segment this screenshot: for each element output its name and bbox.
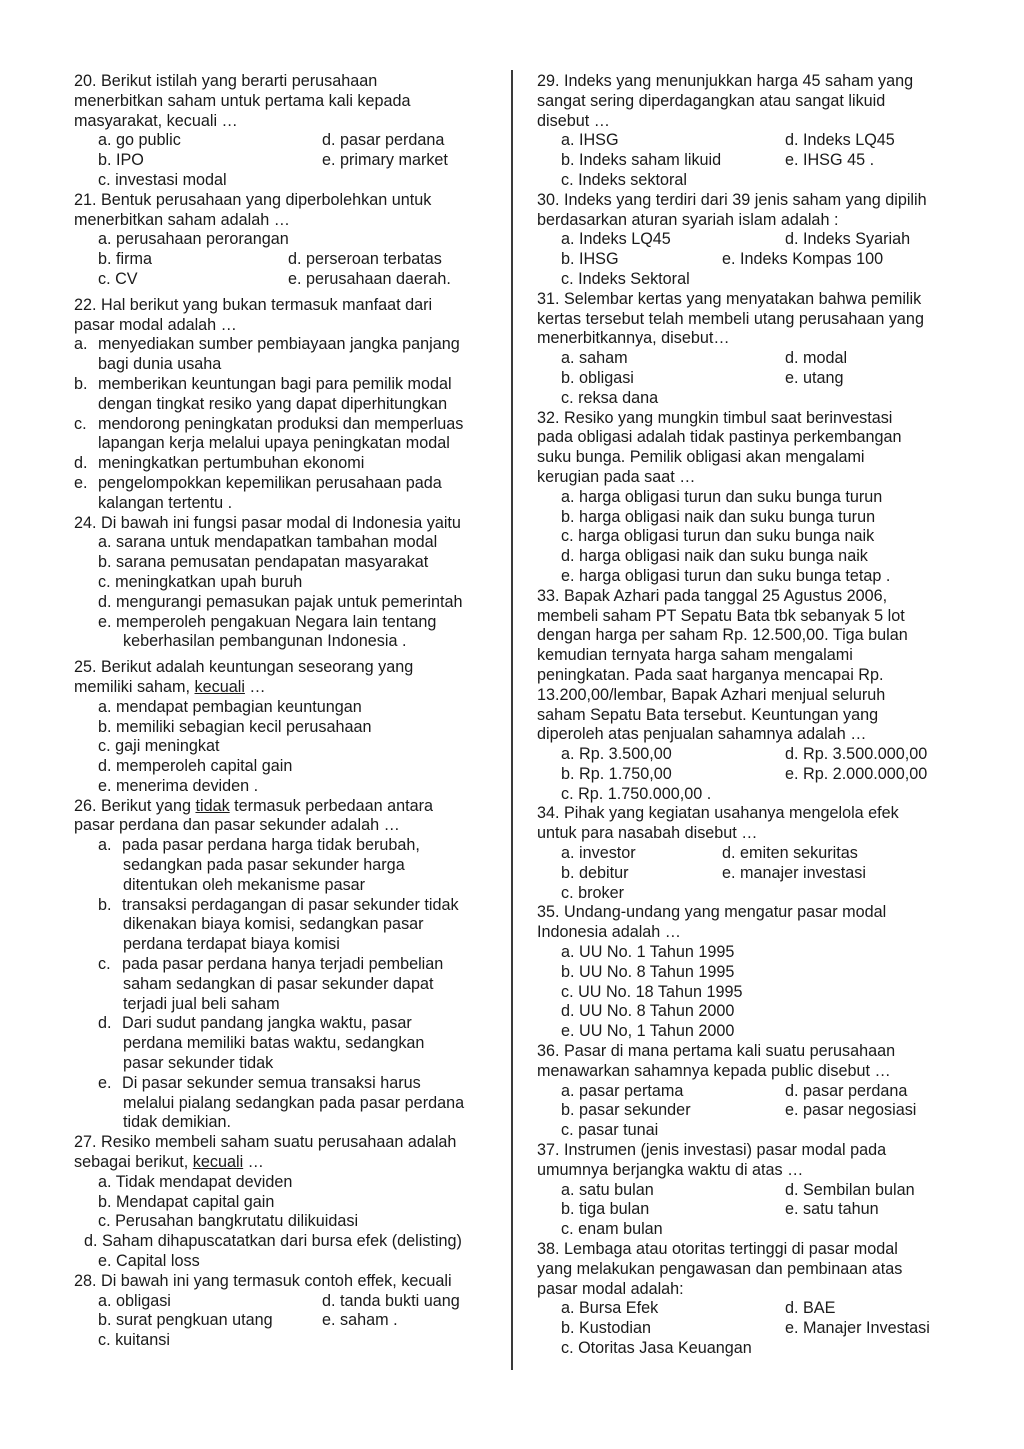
- question-text: sebagai berikut,: [74, 1153, 193, 1172]
- option-a: a. satu bulan: [561, 1180, 654, 1199]
- option-a: a. saham: [561, 349, 628, 368]
- question-26: [74, 797, 492, 1134]
- option-a-cont: sedangkan pada pasar sekunder harga: [123, 856, 405, 875]
- option-b: b. IHSG: [561, 250, 619, 269]
- option-c-cont: lapangan kerja melalui upaya peningkatan modal: [98, 434, 450, 453]
- option-d: d. Indeks LQ45: [785, 131, 895, 150]
- option-d: d. Indeks Syariah: [785, 230, 911, 249]
- question-30: [537, 191, 955, 290]
- question-text: berdasarkan aturan syariah islam adalah :: [537, 210, 839, 229]
- question-34: [537, 804, 955, 903]
- option-e: e. IHSG 45 .: [785, 151, 875, 170]
- option-e: e. primary market: [322, 151, 448, 170]
- option-e: e. utang: [785, 368, 844, 387]
- option-c: mendorong peningkatan produksi dan memperluas: [98, 414, 464, 433]
- question-text: 22. Hal berikut yang bukan termasuk manfaat dari: [74, 295, 433, 314]
- option-d: d. emiten sekuritas: [722, 844, 858, 863]
- question-text: 30. Indeks yang terdiri dari 39 jenis saham yang dipilih: [537, 190, 927, 209]
- option-b: b. surat pengkuan utang: [98, 1311, 273, 1330]
- option-c: c. Indeks Sektoral: [561, 269, 690, 288]
- option-a: a. Bursa Efek: [561, 1299, 659, 1318]
- option-a: a. Rp. 3.500,00: [561, 745, 672, 764]
- option-b: b. Mendapat capital gain: [98, 1192, 275, 1211]
- option-d: d. harga obligasi naik dan suku bunga naik: [561, 547, 868, 566]
- option-a: a. perusahaan perorangan: [98, 230, 289, 249]
- option-b: b. debitur: [561, 863, 629, 882]
- question-text: menerbitkannya, disebut…: [537, 329, 730, 348]
- question-35: [537, 903, 955, 1042]
- option-e: e. Manajer Investasi: [785, 1319, 930, 1338]
- question-text: menerbitkan saham untuk pertama kali kepada: [74, 91, 411, 110]
- question-32: [537, 409, 955, 587]
- question-text: pada obligasi adalah tidak pastinya perkembangan: [537, 428, 902, 447]
- question-text: 36. Pasar di mana pertama kali suatu perusahaan: [537, 1042, 896, 1061]
- option-a: a. Tidak mendapat deviden: [98, 1172, 293, 1191]
- option-e: e. harga obligasi turun dan suku bunga tetap .: [561, 566, 891, 585]
- question-text: peningkatan. Pada saat harganya mencapai Rp.: [537, 665, 884, 684]
- option-b: b. pasar sekunder: [561, 1101, 691, 1120]
- option-b: b. obligasi: [561, 368, 634, 387]
- question-text: 34. Pihak yang kegiatan usahanya mengelola efek: [537, 804, 899, 823]
- option-c: c. broker: [561, 883, 624, 902]
- question-text: 37. Instrumen (jenis investasi) pasar modal pada: [537, 1141, 887, 1160]
- option-d: d. tanda bukti uang: [322, 1291, 460, 1310]
- option-a-cont: bagi dunia usaha: [98, 355, 222, 374]
- left-column: [74, 72, 492, 1351]
- option-label: e.: [98, 1073, 112, 1092]
- option-e: e. memperoleh pengakuan Negara lain tentang: [98, 612, 437, 631]
- question-text: memiliki saham,: [74, 677, 195, 696]
- question-28: [74, 1272, 492, 1351]
- option-c: c. Rp. 1.750.000,00 .: [561, 784, 712, 803]
- option-c-cont: saham sedangkan di pasar sekunder dapat: [123, 974, 434, 993]
- question-text: pasar perdana dan pasar sekunder adalah …: [74, 816, 400, 835]
- question-text: 28. Di bawah ini yang termasuk contoh effek, kecuali: [74, 1271, 452, 1290]
- option-c: c. kuitansi: [98, 1331, 170, 1350]
- option-b-cont: dikenakan biaya komisi, sedangkan pasar: [123, 915, 424, 934]
- column-divider: [511, 70, 513, 1370]
- option-a: a. harga obligasi turun dan suku bunga turun: [561, 487, 883, 506]
- option-label: d.: [74, 454, 88, 473]
- question-text: 33. Bapak Azhari pada tanggal 25 Agustus 2006,: [537, 586, 888, 605]
- option-e-cont: keberhasilan pembangunan Indonesia .: [123, 632, 407, 651]
- option-d: meningkatkan pertumbuhan ekonomi: [98, 454, 365, 473]
- option-c: pada pasar perdana hanya terjadi pembelian: [122, 955, 444, 974]
- option-c: c. investasi modal: [98, 170, 227, 189]
- question-text: 20. Berikut istilah yang berarti perusahaan: [74, 72, 378, 90]
- option-label: b.: [98, 895, 112, 914]
- question-text: kerugian pada saat …: [537, 467, 696, 486]
- question-text: 26. Berikut yang: [74, 796, 196, 815]
- option-e: e. perusahaan daerah.: [288, 269, 451, 288]
- question-text: …: [243, 1153, 264, 1172]
- option-d: d. BAE: [785, 1299, 836, 1318]
- question-text: 35. Undang-undang yang mengatur pasar modal: [537, 903, 887, 922]
- question-31: [537, 290, 955, 409]
- option-e: e. Indeks Kompas 100: [722, 250, 884, 269]
- option-e: e. manajer investasi: [722, 863, 866, 882]
- option-c-cont: terjadi jual beli saham: [123, 994, 280, 1013]
- question-text: pasar modal adalah:: [537, 1279, 684, 1298]
- question-text: 25. Berikut adalah keuntungan seseorang yang: [74, 658, 414, 677]
- question-37: [537, 1141, 955, 1240]
- option-c: c. meningkatkan upah buruh: [98, 572, 303, 591]
- option-b-cont: perdana terdapat biaya komisi: [123, 935, 340, 954]
- option-c: c. gaji meningkat: [98, 737, 220, 756]
- question-text: menawarkan sahamnya kepada public disebut …: [537, 1061, 891, 1080]
- option-d-cont: perdana memiliki batas waktu, sedangkan: [123, 1034, 425, 1053]
- question-text: diperoleh atas penjualan sahamnya adalah …: [537, 725, 867, 744]
- option-d: Dari sudut pandang jangka waktu, pasar: [122, 1014, 412, 1033]
- option-a: a. mendapat pembagian keuntungan: [98, 697, 362, 716]
- question-text: menerbitkan saham adalah …: [74, 210, 290, 229]
- question-text: 29. Indeks yang menunjukkan harga 45 saham yang: [537, 72, 914, 90]
- option-b: b. Indeks saham likuid: [561, 151, 722, 170]
- question-29: [537, 72, 955, 191]
- option-a: a. Indeks LQ45: [561, 230, 671, 249]
- option-d: d. Sembilan bulan: [785, 1180, 915, 1199]
- option-e: e. UU No, 1 Tahun 2000: [561, 1022, 735, 1041]
- option-e: e. Capital loss: [98, 1252, 200, 1271]
- question-text: dengan harga per saham Rp. 12.500,00. Tiga bulan: [537, 626, 908, 645]
- question-36: [537, 1042, 955, 1141]
- option-e: pengelompokkan kepemilikan perusahaan pada: [98, 473, 442, 492]
- option-label: a.: [98, 836, 112, 855]
- question-25: [74, 658, 492, 797]
- option-c: c. CV: [98, 269, 138, 288]
- question-text: 32. Resiko yang mungkin timbul saat berinvestasi: [537, 408, 893, 427]
- question-text: disebut …: [537, 111, 610, 130]
- option-a: a. obligasi: [98, 1291, 171, 1310]
- option-c: c. Indeks sektoral: [561, 170, 687, 189]
- option-b: b. Kustodian: [561, 1319, 651, 1338]
- option-a-cont: ditentukan oleh mekanisme pasar: [123, 875, 366, 894]
- question-text: umumnya berjangka waktu di atas …: [537, 1160, 804, 1179]
- emphasis-kecuali: kecuali: [194, 677, 245, 696]
- option-c: c. harga obligasi turun dan suku bunga naik: [561, 527, 875, 546]
- option-b: b. IPO: [98, 151, 144, 170]
- question-text: sangat sering diperdagangkan atau sangat likuid: [537, 91, 886, 110]
- option-d: d. pasar perdana: [785, 1081, 908, 1100]
- option-e-cont: kalangan tertentu .: [98, 493, 233, 512]
- emphasis-tidak: tidak: [195, 796, 230, 815]
- question-38: [537, 1240, 955, 1359]
- option-e: Di pasar sekunder semua transaksi harus: [122, 1073, 421, 1092]
- option-label: b.: [74, 374, 88, 393]
- option-e-cont: melalui pialang sedangkan pada pasar perdana: [123, 1093, 465, 1112]
- option-c: c. UU No. 18 Tahun 1995: [561, 982, 743, 1001]
- question-text: suku bunga. Pemilik obligasi akan mengalami: [537, 448, 865, 467]
- question-text: pasar modal adalah …: [74, 315, 237, 334]
- option-b: memberikan keuntungan bagi para pemilik modal: [98, 374, 452, 393]
- option-b: transaksi perdagangan di pasar sekunder tidak: [122, 895, 459, 914]
- question-text: Indonesia adalah …: [537, 923, 681, 942]
- question-text: 31. Selembar kertas yang menyatakan bahwa pemilik: [537, 289, 922, 308]
- option-d: d. memperoleh capital gain: [98, 757, 293, 776]
- option-d: d. mengurangi pemasukan pajak untuk pemerintah: [98, 592, 463, 611]
- question-text: kemudian ternyata harga saham mengalami: [537, 646, 853, 665]
- question-text: kertas tersebut telah membeli utang perusahaan yang: [537, 309, 924, 328]
- right-column: [537, 72, 955, 1359]
- question-20: [74, 72, 492, 191]
- option-label: c.: [74, 414, 87, 433]
- option-a: menyediakan sumber pembiayaan jangka panjang: [98, 335, 460, 354]
- option-c: c. enam bulan: [561, 1220, 663, 1239]
- option-d-cont: pasar sekunder tidak: [123, 1054, 274, 1073]
- question-text: untuk para nasabah disebut …: [537, 824, 758, 843]
- option-label: a.: [74, 335, 88, 354]
- option-a: a. pasar pertama: [561, 1081, 684, 1100]
- option-a: pada pasar perdana harga tidak berubah,: [122, 836, 420, 855]
- option-b: b. Rp. 1.750,00: [561, 764, 672, 783]
- option-d: d. Rp. 3.500.000,00: [785, 745, 928, 764]
- option-b: b. tiga bulan: [561, 1200, 650, 1219]
- option-c: c. Otoritas Jasa Keuangan: [561, 1339, 752, 1357]
- option-b: b. memiliki sebagian kecil perusahaan: [98, 717, 372, 736]
- option-d: d. modal: [785, 349, 848, 368]
- question-text: 13.200,00/lembar, Bapak Azhari menjual seluruh: [537, 685, 886, 704]
- option-label: c.: [98, 955, 111, 974]
- question-text: yang melakukan pengawasan dan pembinaan atas: [537, 1259, 903, 1278]
- option-d: d. Saham dihapuscatatkan dari bursa efek (delisting): [84, 1232, 462, 1251]
- option-e: e. menerima deviden .: [98, 776, 259, 795]
- option-e: e. saham .: [322, 1311, 398, 1330]
- emphasis-kecuali: kecuali: [192, 1153, 244, 1172]
- option-a: a. UU No. 1 Tahun 1995: [561, 943, 735, 962]
- option-c: c. Perusahan bangkrutatu dilikuidasi: [98, 1212, 359, 1231]
- question-text: …: [244, 677, 266, 696]
- question-text: 24. Di bawah ini fungsi pasar modal di Indonesia yaitu: [74, 513, 461, 532]
- option-d: d. UU No. 8 Tahun 2000: [561, 1002, 735, 1021]
- option-a: a. go public: [98, 131, 181, 150]
- option-e-cont: tidak demikian.: [123, 1113, 231, 1132]
- question-21: [74, 191, 492, 290]
- option-b: b. firma: [98, 250, 152, 269]
- question-22: [74, 296, 492, 514]
- option-e: e. Rp. 2.000.000,00: [785, 764, 928, 783]
- option-label: e.: [74, 473, 88, 492]
- option-b: b. sarana pemusatan pendapatan masyarakat: [98, 553, 429, 572]
- option-b: b. harga obligasi naik dan suku bunga turun: [561, 507, 876, 526]
- option-d: d. perseroan terbatas: [288, 250, 442, 269]
- option-e: e. pasar negosiasi: [785, 1101, 917, 1120]
- option-a: a. sarana untuk mendapatkan tambahan modal: [98, 533, 438, 552]
- option-e: e. satu tahun: [785, 1200, 879, 1219]
- option-c: c. pasar tunai: [561, 1121, 659, 1140]
- option-b-cont: dengan tingkat resiko yang dapat diperhitungkan: [98, 394, 448, 413]
- option-d: d. pasar perdana: [322, 131, 445, 150]
- question-text: 38. Lembaga atau otoritas tertinggi di pasar modal: [537, 1240, 898, 1259]
- option-c: c. reksa dana: [561, 388, 659, 407]
- option-a: a. investor: [561, 844, 636, 863]
- question-text: 21. Bentuk perusahaan yang diperbolehkan untuk: [74, 190, 432, 209]
- question-33: [537, 587, 955, 805]
- option-a: a. IHSG: [561, 131, 619, 150]
- option-label: d.: [98, 1014, 112, 1033]
- question-27: [74, 1133, 492, 1272]
- question-text: membeli saham PT Sepatu Bata tbk sebanyak 5 lot: [537, 606, 905, 625]
- question-text: 27. Resiko membeli saham suatu perusahaan adalah: [74, 1133, 457, 1152]
- question-text: termasuk perbedaan antara: [229, 796, 434, 815]
- question-text: saham Sepatu Bata tersebut. Keuntungan yang: [537, 705, 879, 724]
- option-b: b. UU No. 8 Tahun 1995: [561, 962, 735, 981]
- question-text: masyarakat, kecuali …: [74, 111, 238, 130]
- question-24: [74, 514, 492, 653]
